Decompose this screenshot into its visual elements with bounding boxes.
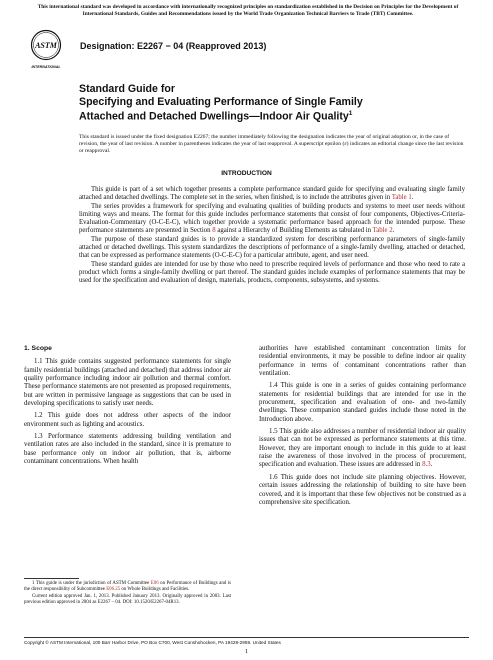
title-line-2: Specifying and Evaluating Performance of Single Family (79, 95, 363, 108)
scope-1-3: 1.3 Performance statements addressing building ventilation and ventilation rates are also included in the standard, since it is premature to base performance only on indoor air pollution, that is, airborne contaminant concentrations. When health (24, 433, 231, 466)
intro-paragraph-3: The purpose of these standard guides is to provide a standardized system for describing performance parameters of single-family attached or detached dwellings. This system standardizes the descriptions of performance of a single-family dwelling, attached or detached, that can be expressed as performance statements (O-C-E-C) for a particular attribute, agent, and user need. (79, 235, 465, 260)
standard-issue-note: This standard is issued under the fixed designation E2267; the number immediately following the designation indicates the year of original adoption or, in the case of revision, the year of last revision. A number in parentheses indicates the year of last reapproval. A superscript epsilon (ε) indicates an editorial change since the last revision or reapproval. (79, 134, 464, 154)
title-footnote-mark: 1 (348, 110, 353, 118)
footnotes (24, 581, 231, 607)
title-line-3: Attached and Detached Dwellings—Indoor Air Quality$^1$ (79, 110, 353, 123)
scope-1-2: 1.2 This guide does not address other aspects of the indoor environment such as lighting and acoustics. (24, 412, 231, 428)
introduction-heading: INTRODUCTION (221, 170, 272, 177)
left-column (24, 345, 231, 470)
section-8-link[interactable]: 8 (212, 227, 216, 235)
logo-caption: INTERNATIONAL (31, 65, 61, 69)
scope-1-6: 1.6 This guide does not include site planning objectives. However, certain issues addressing the relationship of building to site have been covered, and it is important that these few objectives not be construed as a comprehensive site specification. (259, 473, 466, 506)
footnote-edition: Current edition approved Jan. 1, 2013. Published January 2013. Originally approved in 2003. Last previous edition approved in 2004 as E2267 – 04. DOI: 10.1520/E2267-04R13. (24, 594, 231, 606)
intro-paragraph-2: The series provides a framework for specifying and evaluating qualities of building products and systems to meet user needs without limiting ways and means. The format for this guide includes performance statements that consist of four components, Objectives-Criteria-Evaluation-Commentary (O-C-E-C), which together provide a systematic performance based approach for the intended purpose. These performance statements are presented in Section 8 against a Hierarchy of Building Elements as tabulated in Table 2. (79, 202, 465, 235)
designation: Designation: E2267 − 04 (Reapproved 2013) (80, 41, 267, 51)
title-line-1: Standard Guide for (79, 83, 175, 95)
intro-paragraph-1: This guide is part of a set which together presents a complete performance standard guide for specifying and evaluating single family attached and detached dwellings. The complete set in the series, when finished, is to include the attributes given in Table 1. (79, 186, 465, 202)
scope-1-1: 1.1 This guide contains suggested performance statements for single family residential buildings (attached and detached) that address indoor air quality performance including indoor air pollution and thermal comfort. These performance statements are not presented as proposed requirements, but are written in permissive language as suggestions that can be used in developing specifications to satisfy user needs. (24, 358, 231, 408)
right-column (259, 345, 466, 511)
table-1-link[interactable]: Table 1 (391, 194, 412, 202)
committee-e06-link[interactable]: E06 (150, 581, 159, 586)
table-2-link[interactable]: Table 2 (372, 227, 393, 235)
document-title (79, 83, 459, 123)
scope-1-3-continued: authorities have established contaminant concentration limits for residential environments, it may be possible to define indoor air quality performance in terms of contaminant concentrations rather than ventilation. (259, 345, 466, 378)
section-8-3-link[interactable]: 8.3 (422, 461, 431, 469)
footnote-1: 1 This guide is under the jurisdiction of ASTM Committee E06 on Performance of Buildings and is the direct responsibility of Subcommittee E06.25 on Whole Buildings and Facilities. (24, 581, 231, 593)
footer-divider (24, 637, 469, 638)
logo-letters: ASTM (35, 41, 57, 50)
scope-1-5: 1.5 This guide also addresses a number of residential indoor air quality issues that can not be expressed as performance statements at this time. However, they are important enough to include in this guide to at least raise the awareness of those involved in the process of procurement, specification and evaluation. These issues are addressed in 8.3. (259, 428, 466, 469)
scope-1-4: 1.4 This guide is one in a series of guides containing performance statements for residential buildings that are intended for use in the procurement, specification and evaluation of one- and two-family dwellings. These companion standard guides include those noted in the Introduction above. (259, 382, 466, 423)
copyright-line: Copyright © ASTM International, 100 Barr Harbor Drive, PO Box C700, West Conshohocken, PA 19428-2959. United States (24, 640, 281, 645)
astm-logo (29, 29, 63, 73)
footnote-divider (24, 578, 79, 579)
page-number: 1 (244, 648, 249, 655)
intro-paragraph-4: These standard guides are intended for use by those who need to prescribe required levels of performance and those who need to rate a product which forms a single-family dwelling or part thereof. The standard guides include examples of performance statements that may be used for the specification and evaluation of design, materials, products, components, subsystems, and systems. (79, 260, 465, 285)
subcommittee-e06-25-link[interactable]: E06.25 (106, 587, 121, 593)
international-standard-notice: This international standard was developed in accordance with internationally recognized principles on standardization established in the Decision on Principles for the Development of International Standards, Guides and Recommendations issued by the World Trade Organization Technical Barriers to Trade (TBT) Committee. (37, 4, 459, 17)
introduction-body (79, 186, 465, 286)
scope-heading: 1. Scope (24, 345, 52, 352)
